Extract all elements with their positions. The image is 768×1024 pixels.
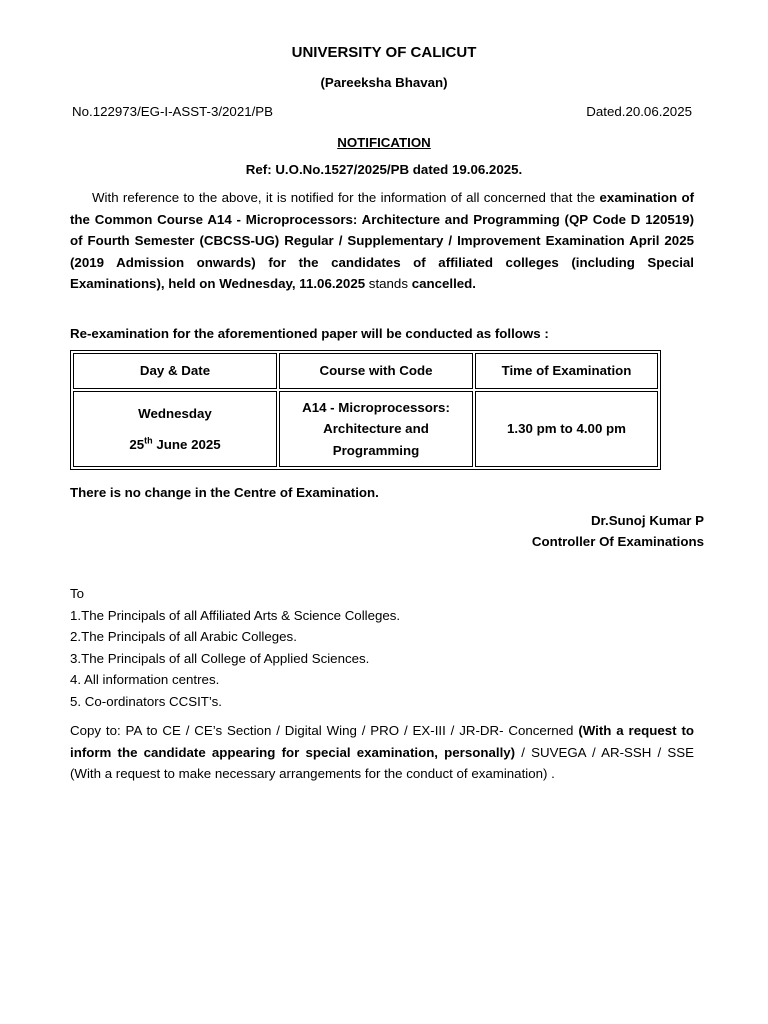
- copy-to-bold: (With a request to inform the candidate appearing for special examination, personally): [70, 723, 694, 760]
- cell-date: [80, 434, 270, 456]
- header-day-date: Day & Date: [73, 353, 277, 389]
- list-item: 5. Co-ordinators CCSIT’s.: [70, 693, 222, 709]
- office-name: (Pareeksha Bhavan): [320, 75, 448, 90]
- table-row: [73, 391, 658, 467]
- intro-bold-text: examination of the Common Course A14 - Microprocessors: Architecture and Programming (QP Code D 120519) of Fourth Semester (CBCSS-UG) Regular / Supplementary / Improvement Examination April 2025 (2019 Admission onwards) for the candidates of affiliated colleges (including Special Examinations), held on Wednesday, 11.06.2025: [70, 190, 694, 291]
- copy-to-rest: / SUVEGA / AR-SSH / SSE (With a request to make necessary arrangements for the conduct of examination) .: [70, 744, 694, 781]
- date-day: 25: [129, 436, 145, 452]
- reference-line: Ref: U.O.No.1527/2025/PB dated 19.06.2025.: [245, 162, 523, 177]
- notification-title: NOTIFICATION: [337, 135, 431, 150]
- cell-time: 1.30 pm to 4.00 pm: [475, 391, 658, 467]
- centre-note: There is no change in the Centre of Examination.: [70, 485, 379, 500]
- date-issued: Dated.20.06.2025: [586, 104, 692, 119]
- intro-mid-text: stands: [365, 276, 412, 291]
- to-label: To: [70, 586, 85, 601]
- table-header-row: [73, 353, 658, 389]
- list-item: 4. All information centres.: [70, 672, 220, 688]
- list-item: 3.The Principals of all College of Applied Sciences.: [70, 650, 370, 666]
- copy-to-paragraph: [70, 720, 694, 785]
- cell-day-date: [73, 391, 277, 467]
- list-item: 1.The Principals of all Affiliated Arts & Science Colleges.: [70, 608, 401, 623]
- signatory-name: Dr.Sunoj Kumar P: [590, 513, 704, 528]
- recipient-list: [70, 605, 710, 712]
- date-suffix: th: [144, 435, 153, 446]
- intro-paragraph: [70, 187, 694, 295]
- copy-to-text: Copy to: PA to CE / CE’s Section / Digital Wing / PRO / EX-III / JR-DR- Concerned: [70, 723, 579, 738]
- date-rest: June 2025: [152, 436, 221, 452]
- cell-day: Wednesday: [138, 406, 212, 421]
- intro-text: With reference to the above, it is notified for the information of all concerned that the: [92, 190, 600, 205]
- reference-number: No.122973/EG-I-ASST-3/2021/PB: [72, 104, 274, 119]
- header-time: Time of Examination: [475, 353, 658, 389]
- reexam-table: [70, 350, 661, 470]
- cell-course: A14 - Microprocessors: Architecture and Programming: [279, 391, 473, 467]
- university-title: UNIVERSITY OF CALICUT: [291, 44, 477, 61]
- reexam-heading: Re-examination for the aforementioned paper will be conducted as follows :: [70, 326, 549, 341]
- list-item: 2.The Principals of all Arabic Colleges.: [70, 629, 297, 645]
- intro-cancelled-text: cancelled.: [411, 276, 476, 291]
- signatory-designation: Controller Of Examinations: [531, 534, 704, 549]
- header-course: Course with Code: [279, 353, 473, 389]
